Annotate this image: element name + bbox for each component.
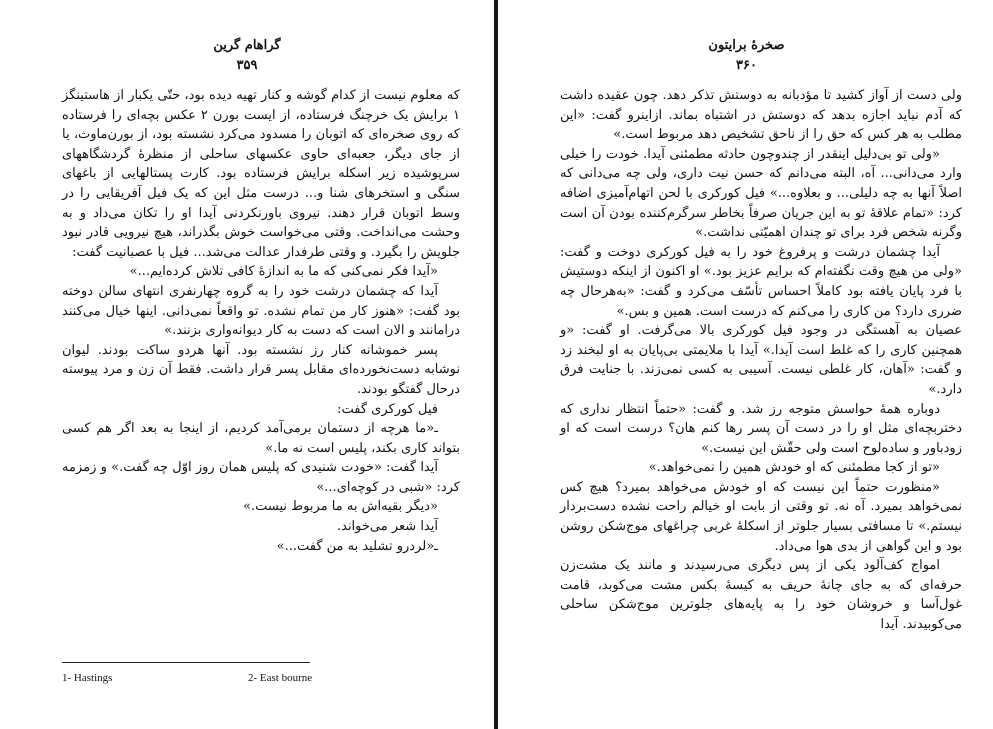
paragraph: پسر خموشانه کنار رز نشسته بود. آنها هردو ساکت بودند. لیوان نوشابه دست‌نخورده‌ای مقابل پسر قرار داشت. فقط آن زن و مرد پیوسته درحال گفتگو بودند. bbox=[62, 342, 460, 397]
right-page bbox=[500, 0, 993, 729]
paragraph: آیدا شعر می‌خواند. bbox=[336, 519, 438, 535]
left-body-text bbox=[62, 86, 460, 556]
paragraph: آیدا که چشمان درشت خود را به گروه چهارنفری انتهای سالن دوخته بود گفت: «هنوز کار من تمام نشده. تو واقعاً نمی‌دانی. اینها خیال می‌کنند درامانند و الان است که دست به کار دیوانه‌واری بزنند.» bbox=[62, 283, 460, 339]
paragraph: ولی دست از آواز کشید تا مؤدبانه به دوستش تذکر دهد. چون عقیده داشت که آدم نباید اجازه بدهد که دوستش در اشتباه بماند. ازاینرو گفت: «این مطلب به هر کس که حق را از ناحق تشخیص دهد مربوط است.» bbox=[560, 88, 962, 143]
footnote: 1- Hastings bbox=[62, 672, 113, 684]
page-number-right: ۳۶۰ bbox=[736, 58, 757, 73]
paragraph: آیدا چشمان درشت و پرفروغ خود را به فیل کورکری دوخت و گفت: «ولی من هیچ وقت نگفته‌ام که برایم عزیز بود.» او اکنون از اینکه دوستیش با فرد پایان یافته بود کاملاً احساس تأسّف می‌کرد و گفت: «به‌هرحال چه ضرری دارد؟ من کاری را می‌کنم که درست است. همین و بس.» bbox=[560, 244, 962, 319]
paragraph: عصیان به آهستگی در وجود فیل کورکری بالا می‌گرفت. او گفت: «و همچنین کاری را که غلط است آیدا.» آیدا با ملایمتی بی‌پایان به او لبخند زد و گفت: «آهان، کار غلطی نیست. آسیبی به کسی نمی‌زند. با جنایت فرق دارد.» bbox=[560, 323, 962, 397]
footnote: 2- East bourne bbox=[248, 672, 313, 684]
paragraph: دوباره همهٔ حواسش متوجه رز شد. و گفت: «حتماً انتظار نداری که دختربچه‌ای مثل او را در دست آن پسر رها کنم هان؟ درست است که او زودباور و ساده‌لوح است ولی حقّش این نیست.» bbox=[560, 401, 962, 456]
paragraph: «منظورت حتماً این نیست که او خودش می‌خواهد بمیرد؟ هیچ کس نمی‌خواهد بمیرد. آه نه. تو وقتی از بابت او خیالم راحت نشده دست‌بردار نیستم.» تا مسافتی بسیار جلوتر از اسکلهٔ غربی چراغهای موج‌شکن روشن بود و این گواهی از بدی هوا می‌داد. bbox=[560, 479, 962, 554]
footnotes bbox=[62, 672, 462, 688]
paragraph: «آیدا فکر نمی‌کنی که ما به اندازهٔ کافی تلاش کرده‌ایم...» bbox=[129, 264, 438, 280]
left-page bbox=[0, 0, 494, 729]
footnote-divider bbox=[62, 662, 310, 663]
book-spine-divider bbox=[494, 0, 498, 729]
page-number-left: ۳۵۹ bbox=[236, 58, 258, 73]
right-body-text bbox=[560, 86, 962, 635]
paragraph: ـ«ما هرچه از دستمان برمی‌آمد کردیم، از اینجا به بعد اگر هم کسی بتواند کاری بکند، پلیس است نه ما.» bbox=[62, 421, 460, 456]
paragraph: «ولی تو بی‌دلیل اینقدر از چندوچون حادثه مطمئنی آیدا. خودت را خیلی وارد می‌دانی... آه، البته می‌دانم که حسن نیت داری، ولی چه می‌دانی که اصلاً آنها به چه دلیلی... و بعلاوه...» فیل کورکری با لحن اتهام‌آمیزی اضافه کرد: «تمام علاقهٔ تو به این جریان صرفاً بخاطر سرگرم‌کننده بودن آن است وگرنه شخص فرد برای تو چندان اهمیّتی نداشت.» bbox=[560, 146, 962, 241]
paragraph: «دیگر بقیه‌اش به ما مربوط نیست.» bbox=[243, 499, 438, 515]
paragraph: «تو از کجا مطمئنی که او خودش همین را نمی‌خواهد.» bbox=[648, 460, 940, 476]
paragraph: امواج کف‌آلود یکی از پس دیگری می‌رسیدند و مانند یک مشت‌زن حرفه‌ای که به جای چانهٔ حریف به کیسهٔ بکس مشت می‌کوبد، قامت غول‌آسا و خروشان خود را به پایه‌های جلوترین موج‌شکن ساحلی می‌کوبیدند. آیدا bbox=[560, 558, 962, 633]
running-head-title: صخرهٔ برایتون bbox=[708, 38, 785, 53]
paragraph: فیل کورکری گفت: bbox=[337, 401, 438, 417]
paragraph: که معلوم نیست از کدام گوشه و کنار تهیه دیده بود، حتّی یکبار از هاستینگز ۱ برایش یک خرچنگ فرستاده، از ایست بورن ۲ عکس بچه‌ای را فرستاده که روی صخره‌ای که اتوبان را مسدود می‌کرد نشسته بود، از بورن‌ماوث، یا از جای دیگر، جعبه‌ای حاوی عکسهای ساحلی از منظرهٔ گردشگاههای سرپوشیده زیر اسکله برایش فرستاده بود. کارت پستالهایی از باغهای سنگی و استخرهای شنا و... درست مثل این که یک فیل آفریقایی را در وسط اتوبان قرار دهند. نیروی باورنکردنی آیدا او را تکان می‌داد و به وحشت می‌انداخت. وقتی می‌خواست خوش بگذراند، هیچ نیرویی قادر نبود جلویش را بگیرد. و وقتی طرفدار عدالت می‌شد... فیل با عصبانیت گفت: bbox=[62, 88, 461, 260]
running-head-author: گراهام گرین bbox=[213, 38, 281, 53]
paragraph: ـ«لردرو تشلید به من گفت...» bbox=[276, 538, 438, 554]
paragraph: آیدا گفت: «خودت شنیدی که پلیس همان روز اوّل چه گفت.» و زمزمه کرد: «شبی در کوچه‌ای...» bbox=[62, 460, 460, 495]
